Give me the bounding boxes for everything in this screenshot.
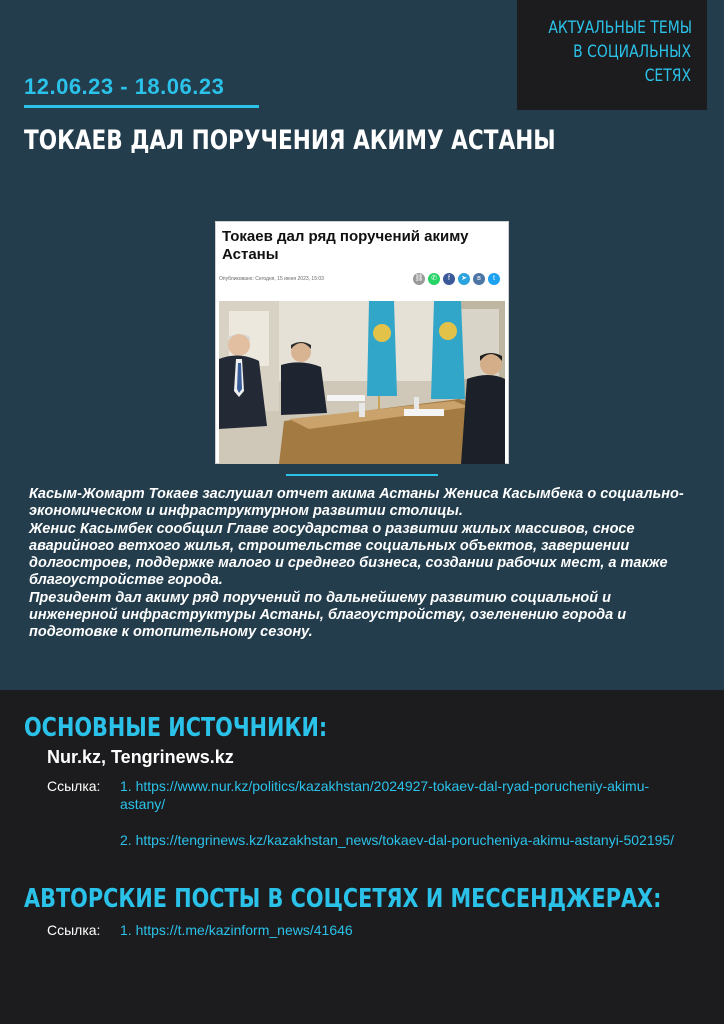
- whatsapp-icon: ✆: [428, 273, 440, 285]
- source-link-1[interactable]: 1. https://www.nur.kz/politics/kazakhstan/2024927-tokaev-dal-ryad-porucheniy-akimu-astany/: [120, 778, 650, 812]
- article-title: Токаев дал ряд поручений акиму Астаны: [222, 228, 469, 263]
- article-meta: Опубликовано: Сегодня, 15 июня 2023, 15:03: [219, 276, 324, 282]
- article-body: [29, 486, 701, 642]
- link-icon: ⛓: [413, 273, 425, 285]
- link-label: Ссылка:: [47, 778, 101, 794]
- section-divider: [286, 474, 438, 476]
- vk-icon: в: [473, 273, 485, 285]
- source-link-row: [47, 831, 680, 849]
- body-paragraph: Президент дал акиму ряд поручений по дальнейшему развитию социальной и инженерной инфраструктуры Астаны, благоустройству, озеленению города и подготовке к отопительному сезону.: [29, 589, 627, 641]
- topic-badge: [517, 0, 707, 110]
- date-range: 12.06.23 - 18.06.23: [24, 72, 259, 108]
- author-link-row: [47, 921, 680, 939]
- body-paragraph: Касым-Жомарт Токаев заслушал отчет акима Астаны Жениса Касымбека о социально-экономическом и инфраструктурном развитии столицы.: [29, 486, 684, 520]
- facebook-icon: f: [443, 273, 455, 285]
- telegram-icon: ➤: [458, 273, 470, 285]
- sources-names: Nur.kz, Tengrinews.kz: [47, 747, 234, 767]
- twitter-icon: t: [488, 273, 500, 285]
- body-paragraph: Женис Касымбек сообщил Главе государства о развитии жилых массивов, сносе аварийного ветхого жилья, строительстве социальных объектов, завершении долгостроев, поддержке малого и среднего бизнеса, создании рабочих мест, а также благоустройстве города.: [29, 520, 668, 589]
- share-bar: [413, 273, 500, 285]
- source-link-row: [47, 777, 680, 813]
- sources-heading: ОСНОВНЫЕ ИСТОЧНИКИ:: [24, 713, 328, 743]
- link-label-spacer: [47, 831, 120, 849]
- badge-line: АКТУАЛЬНЫЕ ТЕМЫ: [548, 18, 693, 38]
- link-label: Ссылка:: [47, 922, 101, 938]
- badge-line: В СОЦИАЛЬНЫХ: [573, 42, 691, 62]
- author-link-1[interactable]: 1. https://t.me/kazinform_news/41646: [120, 922, 353, 938]
- badge-line: СЕТЯХ: [644, 66, 691, 86]
- page-title: ТОКАЕВ ДАЛ ПОРУЧЕНИЯ АКИМУ АСТАНЫ: [24, 125, 556, 156]
- author-posts-heading: АВТОРСКИЕ ПОСТЫ В СОЦСЕТЯХ И МЕССЕНДЖЕРАХ:: [24, 884, 662, 914]
- article-screenshot: [215, 221, 509, 464]
- source-link-2[interactable]: 2. https://tengrinews.kz/kazakhstan_news/tokaev-dal-porucheniya-akimu-astanyi-502195/: [120, 832, 675, 848]
- meeting-photo: [219, 301, 505, 464]
